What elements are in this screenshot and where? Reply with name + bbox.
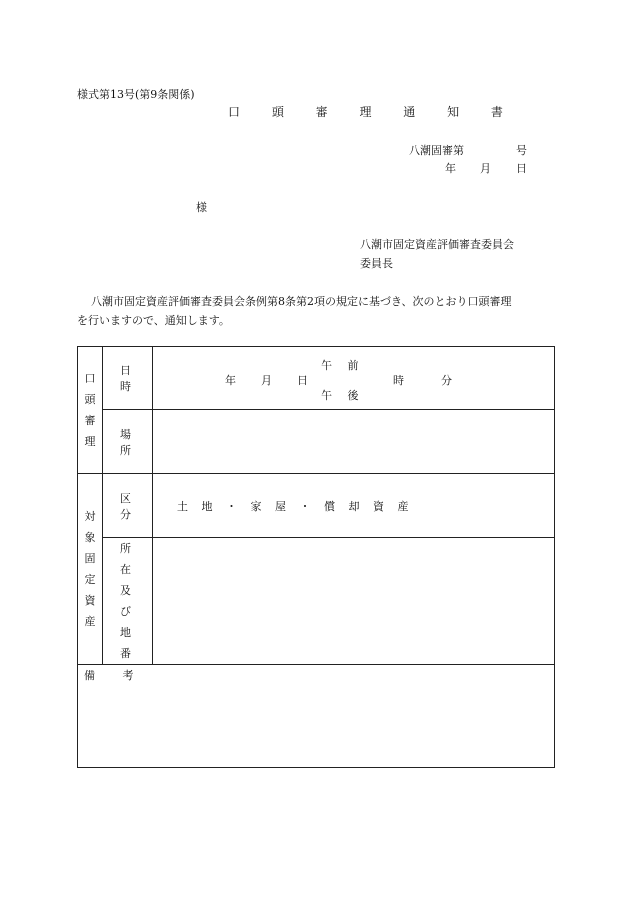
hearing-group-char: 口 [84,372,96,385]
place-row [78,410,555,474]
document-number-suffix: 号 [516,144,527,157]
category-row [78,474,555,538]
month-label: 月 [261,374,272,387]
category-options: 土 地 ・ 家 屋 ・ 償 却 資 産 [177,500,414,513]
hearing-group-cell [78,347,103,474]
asset-group-char: 固 [84,552,96,565]
day-label: 日 [297,374,308,387]
hearing-group-char: 頭 [84,393,96,406]
recipient-suffix: 様 [196,201,207,214]
asset-group-char: 資 [84,594,96,607]
date-day-label: 日 [516,162,527,175]
datetime-value-cell[interactable] [153,347,555,410]
hour-label: 時 [393,374,404,387]
form-number: 様式第13号(第9条関係) [77,88,195,101]
datetime-label: 日 時 [103,347,153,410]
asset-group-char: 象 [84,531,96,544]
asset-group-char: 産 [84,615,96,628]
year-label: 年 [225,374,236,387]
notes-cell[interactable] [78,665,555,768]
location-label-cell [103,538,153,665]
place-label: 場 所 [103,410,153,474]
hearing-group-char: 理 [84,435,96,448]
document-number-prefix: 八潮固審第 [409,144,464,157]
location-row [78,538,555,665]
notes-label: 備 考 [84,669,146,682]
pm-label: 午 後 [321,389,365,402]
asset-group-char: 定 [84,573,96,586]
date-month-label: 月 [480,162,491,175]
place-value-cell[interactable] [153,410,555,474]
minute-label: 分 [441,374,452,387]
location-value-cell[interactable] [153,538,555,665]
location-label-line: 地 番 [120,626,145,660]
issuer-organization: 八潮市固定資産評価審査委員会 [360,238,514,251]
category-value-cell[interactable] [153,474,555,538]
location-label-line: 所 在 [120,542,145,576]
date-year-label: 年 [445,162,456,175]
notes-row [78,665,555,768]
asset-group-cell [78,474,103,665]
hearing-table [77,346,555,768]
asset-group-char: 対 [84,510,96,523]
category-label: 区 分 [103,474,153,538]
location-label-line: 及 び [120,584,145,618]
datetime-row [78,347,555,410]
am-label: 午 前 [321,359,365,372]
document-title: 口 頭 審 理 通 知 書 [228,105,517,119]
issuer-title: 委員長 [360,257,393,270]
body-text-line-1: 八潮市固定資産評価審査委員会条例第8条第2項の規定に基づき、次のとおり口頭審理 [91,295,512,308]
hearing-group-char: 審 [84,414,96,427]
body-text-line-2: を行いますので、通知します。 [77,314,230,327]
